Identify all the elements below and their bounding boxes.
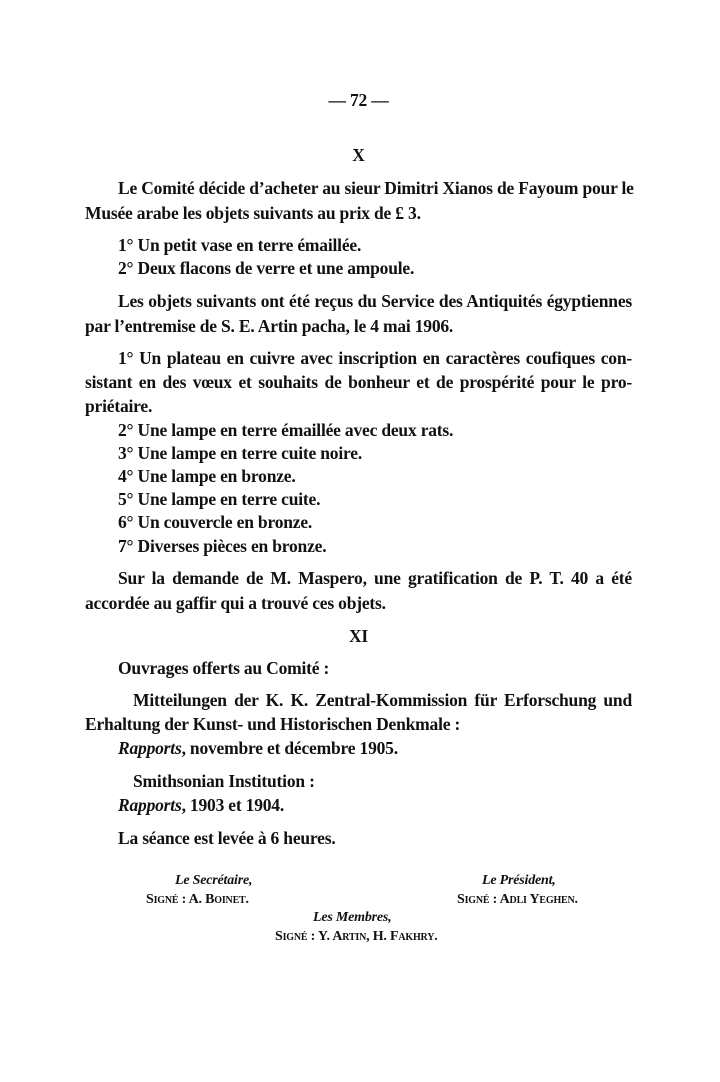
list-item-continued: sistant en des vœux et souhaits de bonheur et de prospérité pour le pro- xyxy=(85,372,632,392)
paragraph-line: par l’entremise de S. E. Artin pacha, le 4 mai 1906. xyxy=(85,316,454,336)
president-title: Le Président, xyxy=(482,873,556,888)
rapports-title: Rapports xyxy=(118,795,182,815)
list-item: 2° Une lampe en terre émaillée avec deux rats. xyxy=(118,420,454,440)
list-item: 3° Une lampe en terre cuite noire. xyxy=(118,443,363,463)
list-item: 2° Deux flacons de verre et une ampoule. xyxy=(118,258,415,278)
list-item: 1° Un plateau en cuivre avec inscription en caractères coufiques con- xyxy=(118,348,632,368)
paragraph-line: Le Comité décide d’acheter au sieur Dimitri Xianos de Fayoum pour le xyxy=(118,178,634,198)
page-number: — 72 — xyxy=(328,90,389,110)
rapports-dates: , 1903 et 1904. xyxy=(181,795,285,815)
paragraph-line: Musée arabe les objets suivants au prix de £ 3. xyxy=(85,203,421,223)
rapports-dates: , novembre et décembre 1905. xyxy=(181,738,398,758)
paragraph-line: accordée au gaffir qui a trouvé ces objets. xyxy=(85,593,386,613)
list-item: 5° Une lampe en terre cuite. xyxy=(118,489,321,509)
rapports-title: Rapports xyxy=(118,738,182,758)
paragraph-line xyxy=(118,737,632,759)
president-signature: Signé : Adli Yeghen. xyxy=(457,892,578,907)
paragraph-line: Smithsonian Institution : xyxy=(133,771,315,791)
secretary-signature: Signé : A. Boinet. xyxy=(146,892,249,907)
paragraph-line: Ouvrages offerts au Comité : xyxy=(118,658,330,678)
paragraph-line: Erhaltung der Kunst- und Historischen Denkmale : xyxy=(85,714,461,734)
section-heading-xi: XI xyxy=(348,626,369,646)
members-title: Les Membres, xyxy=(313,910,392,925)
members-signature: Signé : Y. Artin, H. Fakhry. xyxy=(275,929,438,944)
secretary-title: Le Secrétaire, xyxy=(175,873,253,888)
list-item: 1° Un petit vase en terre émaillée. xyxy=(118,235,362,255)
paragraph-line xyxy=(118,794,632,816)
list-item: 4° Une lampe en bronze. xyxy=(118,466,296,486)
paragraph-line: Les objets suivants ont été reçus du Service des Antiquités égyptiennes xyxy=(118,291,632,311)
list-item-continued: priétaire. xyxy=(85,396,153,416)
section-heading-x: X xyxy=(352,145,365,165)
paragraph-line: Sur la demande de M. Maspero, une gratification de P. T. 40 a été xyxy=(118,568,632,588)
paragraph-line: Mitteilungen der K. K. Zentral-Kommission für Erforschung und xyxy=(133,690,632,710)
list-item: 7° Diverses pièces en bronze. xyxy=(118,536,327,556)
closing-line: La séance est levée à 6 heures. xyxy=(118,828,336,848)
list-item: 6° Un couvercle en bronze. xyxy=(118,512,313,532)
